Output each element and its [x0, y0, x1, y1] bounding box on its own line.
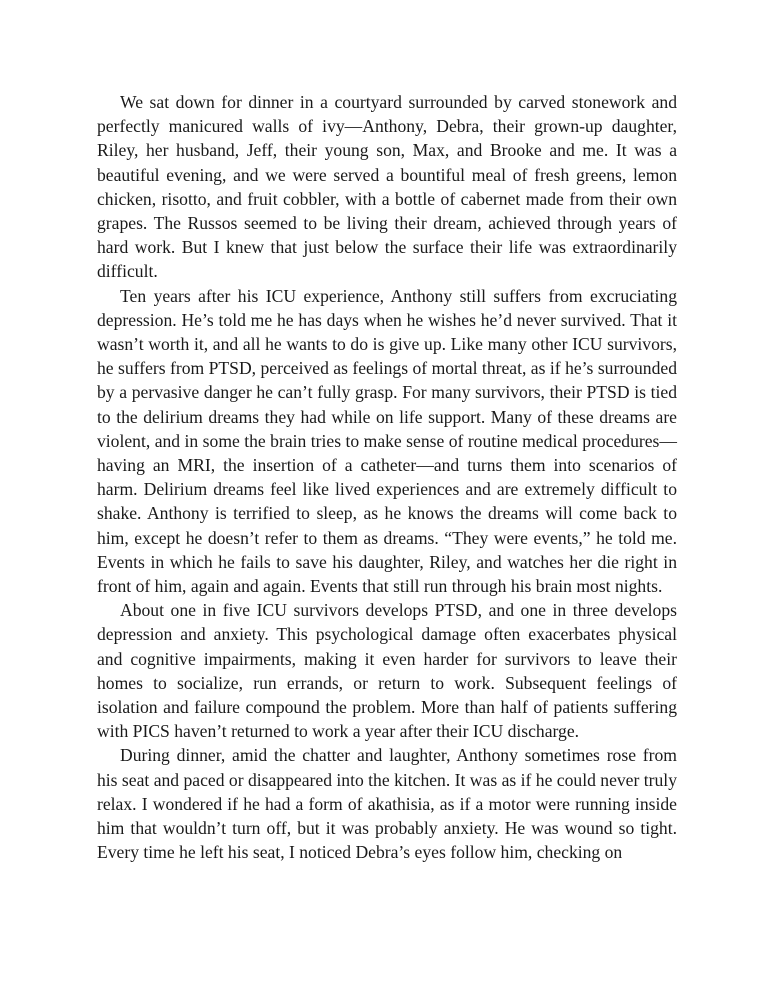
- paragraph-statistics: About one in five ICU survivors develops PTSD, and one in three develops depression and anxiety. This psychological damage often exacerbates physical and cognitive impairments, making it even harder for survivors to leave their homes to socialize, run errands, or return to work. Subsequent feelings of isolation and failure compound the problem. More than half of patients suffering with PICS haven’t returned to work a year after their ICU discharge.: [97, 600, 677, 742]
- book-page: [97, 90, 677, 865]
- paragraph-dinner-courtyard: We sat down for dinner in a courtyard surrounded by carved stonework and perfectly manicured walls of ivy—Anthony, Debra, their grown-up daughter, Riley, her husband, Jeff, their young son, Max, and Brooke and me. It was a beautiful evening, and we were served a bountiful meal of fresh greens, lemon chicken, risotto, and fruit cobbler, with a bottle of cabernet made from their own grapes. The Russos seemed to be living their dream, achieved through years of hard work. But I knew that just below the surface their life was extraordinarily difficult.: [97, 92, 677, 282]
- paragraph-depression-ptsd: Ten years after his ICU experience, Anthony still suffers from excruciating depression. He’s told me he has days when he wishes he’d never survived. That it wasn’t worth it, and all he wants to do is give up. Like many other ICU survivors, he suffers from PTSD, perceived as feelings of mortal threat, as if he’s surrounded by a pervasive danger he can’t fully grasp. For many survivors, their PTSD is tied to the delirium dreams they had while on life support. Many of these dreams are violent, and in some the brain tries to make sense of routine medical procedures—having an MRI, the insertion of a catheter—and turns them into scenarios of harm. Delirium dreams feel like lived experiences and are extremely difficult to shake. Anthony is terrified to sleep, as he knows the dreams will come back to him, except he doesn’t refer to them as dreams. “They were events,” he told me. Events in which he fails to save his daughter, Riley, and watches her die right in front of him, again and again. Events that still run through his brain most nights.: [97, 285, 677, 597]
- paragraph-dinner-anxiety: During dinner, amid the chatter and laughter, Anthony sometimes rose from his seat and paced or disappeared into the kitchen. It was as if he could never truly relax. I wondered if he had a form of akathisia, as if a motor were running inside him that wouldn’t turn off, but it was probably anxiety. He was wound so tight. Every time he left his seat, I noticed Debra’s eyes follow him, checking on: [97, 745, 677, 863]
